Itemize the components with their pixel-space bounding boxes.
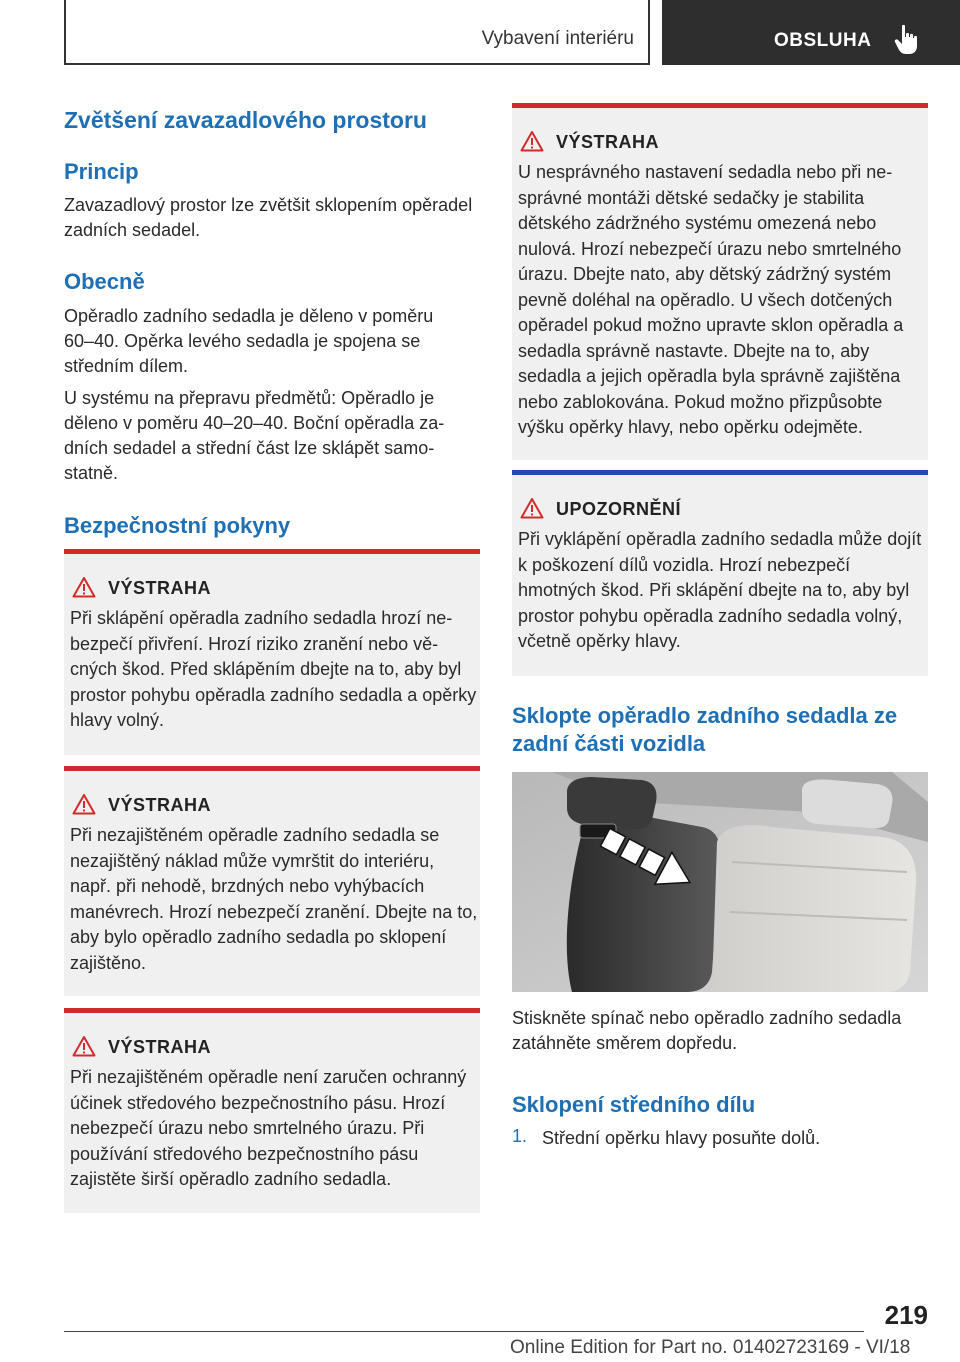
principle-heading: Princip <box>64 159 139 184</box>
warning-text: Při nezajištěném opěradle není zaručen ochranný účinek středového bezpečnostního pásu. Hrozí nebezpečí úrazu nebo smrtelného úrazu. Při používání středového bezpečnostního pásu zajistěte širší opěradlo zadního sedadla. <box>70 1067 467 1189</box>
warning-label: VÝSTRAHA <box>556 132 660 152</box>
step-text: Střední opěrku hlavy posuňte dolů. <box>542 1128 821 1148</box>
warning-triangle-icon <box>520 130 544 152</box>
general-text-1: Opěradlo zadního sedadla je děleno v poměru 60–40. Opěrka levého sedadla je spojena se středním dílem. <box>64 306 434 376</box>
footer-divider <box>64 1331 864 1332</box>
center-heading: Sklopení středního dílu <box>512 1092 756 1117</box>
warning-label: VÝSTRAHA <box>108 578 212 598</box>
step-number: 1. <box>512 1126 528 1146</box>
warning-box <box>64 549 480 755</box>
header-chapter-tab[interactable] <box>662 0 960 65</box>
header-section-box <box>64 0 650 65</box>
page-number: 219 <box>884 1300 928 1330</box>
fold-text: Stiskněte spínač nebo opěradlo zadního sedadla zatáhněte směrem dopředu. <box>512 1008 902 1053</box>
header-chapter-title: OBSLUHA <box>774 30 872 51</box>
notice-text: Při vyklápění opěradla zadního sedadla může dojít k poškození dílů vozidla. Hrozí nebezpečí hmotných škod. Při sklápění dbejte na to, aby byl prostor pohybu opěradla zadního sedadla volný, včetně opěrky hlavy. <box>518 529 922 651</box>
notice-box <box>512 470 928 676</box>
warning-box <box>64 1008 480 1213</box>
warning-text: U nesprávného nastavení sedadla nebo při nesprávné montáži dětské sedačky je stabilita dětského zádržného systému omezená nebo nulová. Hrozí nebezpečí úrazu nebo smrtelného úrazu. Dbejte nato, aby dětský zádržný systém pevně doléhal na opěradlo. U všech dotčených opěradel pokud možno upravte sklon opěradla a sedadla správně nastavte. Dbejte na to, aby sedadla a jejich opěradla byla správně zajištěna nebo zablokována. Pokud možno přizpůsobte výšku opěrky hlavy, nebo opěrku odejměte. <box>518 162 904 437</box>
warning-text: Při sklápění opěradla zadního sedadla hrozí nebezpečí přivření. Hrozí riziko zranění nebo věcných škod. Před sklápěním dbejte na to, aby byl prostor pohybu opěradla zadního sedadla a opěrky hlavy volný. <box>70 608 477 730</box>
safety-heading: Bezpečnostní pokyny <box>64 513 291 538</box>
footer-edition: Online Edition for Part no. 01402723169 - VI/18 <box>510 1337 911 1358</box>
rear-seat-photo <box>512 772 928 992</box>
hand-pointer-icon <box>894 24 920 56</box>
general-heading: Obecně <box>64 269 145 294</box>
warning-triangle-icon <box>72 576 96 598</box>
warning-text: Při nezajištěném opěradle zadního sedadla se nezajištěný náklad může vymrštit do interiéru, např. při nehodě, brzdných nebo vyhýbacích manévrech. Hrozí nebezpečí zranění. Dbejte na to, aby bylo opěradlo zadního sedadla po sklopení zajištěno. <box>70 825 478 973</box>
warning-label: VÝSTRAHA <box>108 795 212 815</box>
list-item <box>512 1126 928 1152</box>
warning-label: VÝSTRAHA <box>108 1037 212 1057</box>
general-text-2: U systému na přepravu předmětů: Opěradlo je děleno v poměru 40–20–40. Boční opěradla zadních sedadel a střední část lze sklápět samostatně. <box>64 388 445 483</box>
notice-triangle-icon <box>520 497 544 519</box>
fold-heading: Sklopte opěradlo zadního sedadla ze zadní části vozidla <box>512 703 898 756</box>
warning-triangle-icon <box>72 1035 96 1057</box>
rear-seat-illustration <box>512 772 928 992</box>
warning-box <box>64 766 480 996</box>
warning-box <box>512 103 928 460</box>
step-list <box>512 1126 928 1152</box>
page-title: Zvětšení zavazadlového prostoru <box>64 107 427 133</box>
header-section-title: Vybavení interiéru <box>481 28 634 49</box>
principle-text: Zavazadlový prostor lze zvětšit sklopením opěradel zadních sedadel. <box>64 195 473 240</box>
notice-label: UPOZORNĚNÍ <box>556 499 682 519</box>
warning-triangle-icon <box>72 793 96 815</box>
